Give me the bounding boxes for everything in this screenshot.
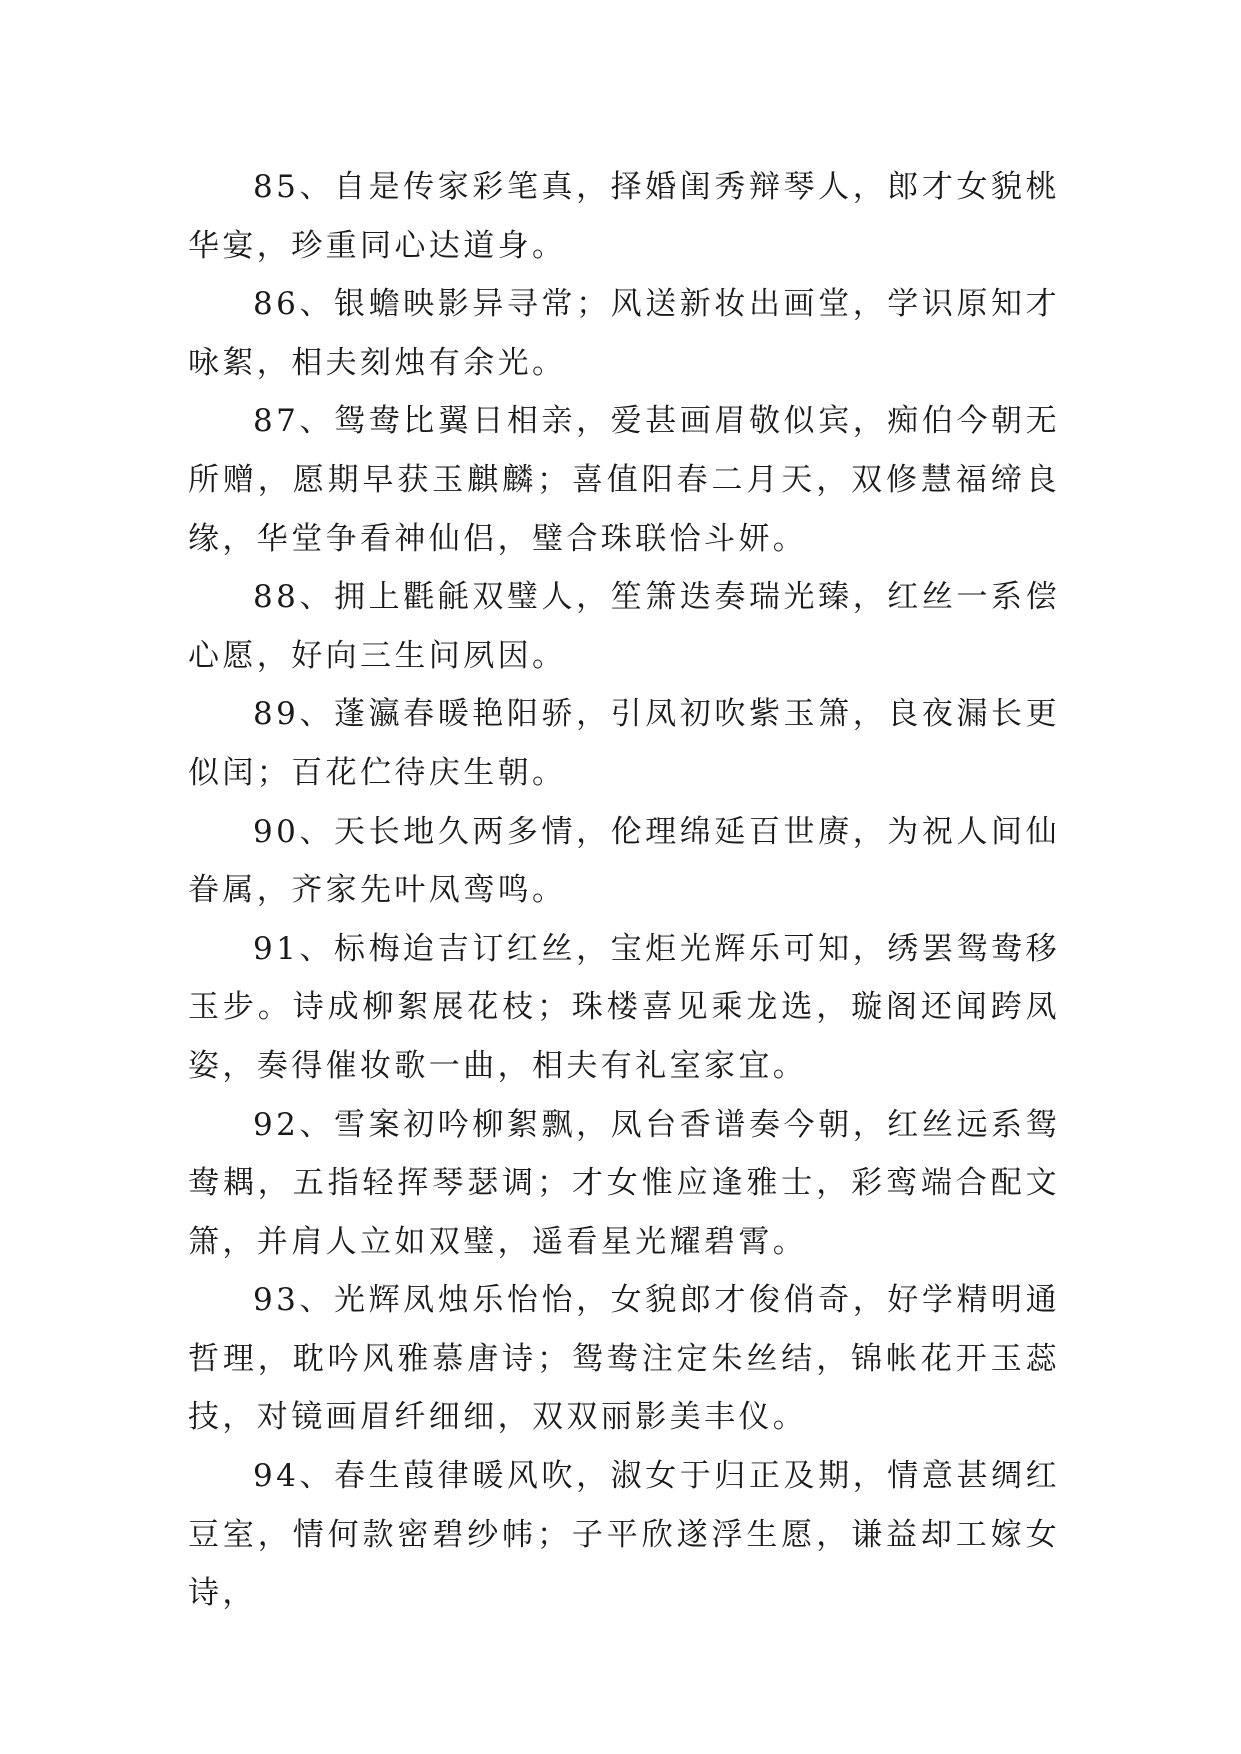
paragraph-89: 89、蓬瀛春暖艳阳骄，引凤初吹紫玉箫，良夜漏长更似闰；百花伫待庆生朝。 [188, 696, 1060, 791]
paragraph-91: 91、标梅迨吉订红丝，宝炬光辉乐可知，绣罢鸳鸯移玉步。诗成柳絮展花枝；珠楼喜见乘龙选，璇阁还闻跨凤姿，奏得催妆歌一曲，相夫有礼室家宜。 [188, 930, 1060, 1084]
paragraph-87: 87、鸳鸯比翼日相亲，爱甚画眉敬似宾，痴伯今朝无所赠，愿期早获玉麒麟；喜值阳春二月天，双修慧福缔良缘，华堂争看神仙侣，璧合珠联恰斗妍。 [188, 403, 1060, 557]
document-body [188, 158, 1060, 1623]
paragraph-93: 93、光辉凤烛乐怡怡，女貌郎才俊俏奇，好学精明通哲理，耽吟风雅慕唐诗；鸳鸯注定朱丝结，锦帐花开玉蕊技，对镜画眉纤细细，双双丽影美丰仪。 [188, 1282, 1060, 1436]
paragraph-90: 90、天长地久两多情，伦理绵延百世赓，为祝人间仙眷属，齐家先叶凤鸾鸣。 [188, 813, 1060, 909]
paragraph-94: 94、春生葭律暖风吹，淑女于归正及期，情意甚绸红豆室，情何款密碧纱帏；子平欣遂浮生愿，谦益却工嫁女诗， [188, 1458, 1060, 1612]
paragraph-86: 86、银蟾映影异寻常；风送新妆出画堂，学识原知才咏絮，相夫刻烛有余光。 [188, 286, 1060, 381]
paragraph-88: 88、拥上氍毹双璧人，笙箫迭奏瑞光臻，红丝一系偿心愿，好向三生问夙因。 [188, 579, 1060, 674]
paragraph-85: 85、自是传家彩笔真，择婚闺秀辩琴人，郎才女貌桃华宴，珍重同心达道身。 [188, 169, 1060, 264]
paragraph-92: 92、雪案初吟柳絮飘，凤台香谱奏今朝，红丝远系鸳鸯耦，五指轻挥琴瑟调；才女惟应逢雅士，彩鸾端合配文箫，并肩人立如双璧，遥看星光耀碧霄。 [188, 1106, 1060, 1260]
